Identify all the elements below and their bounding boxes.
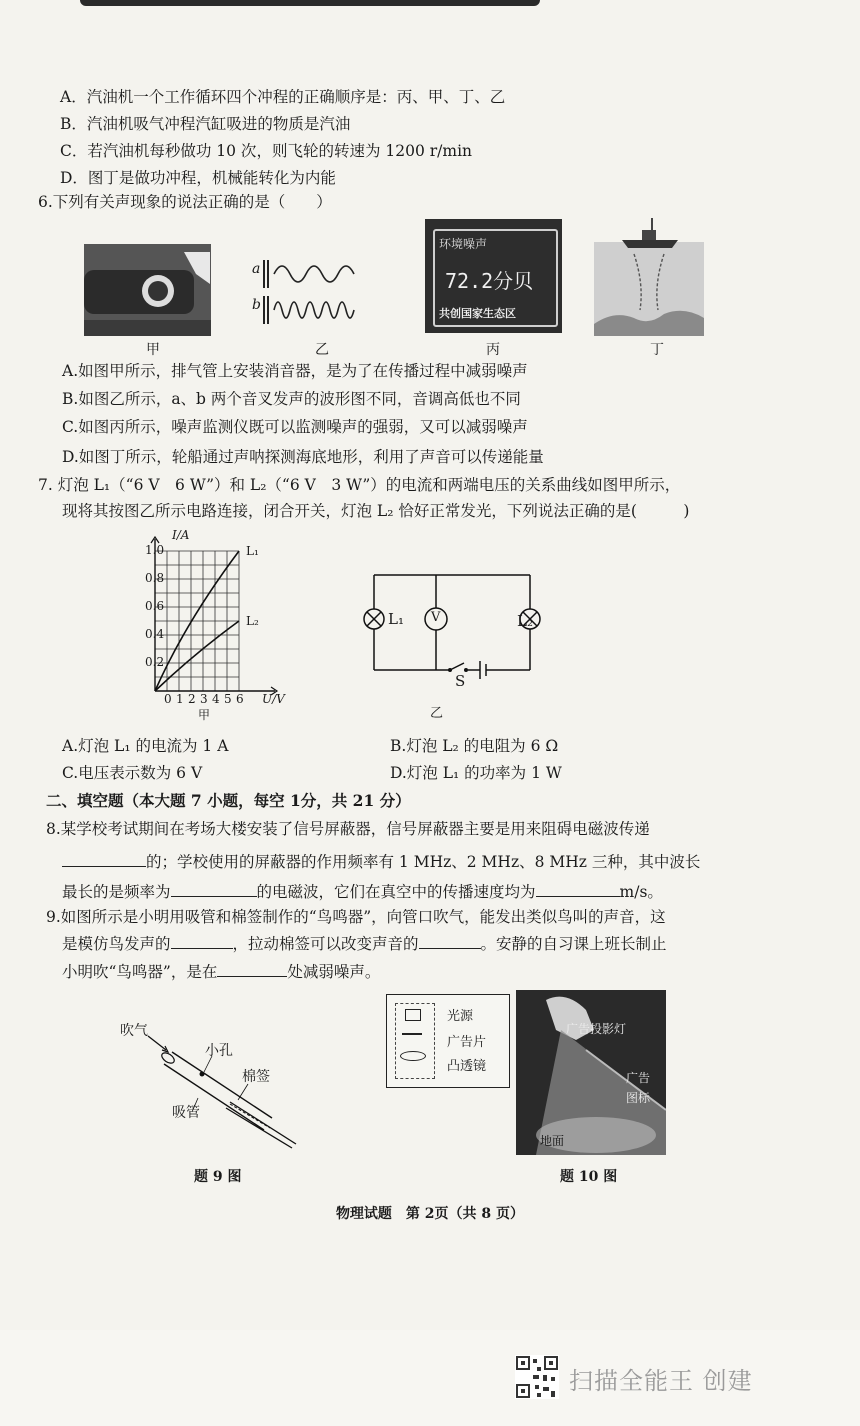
q6-option-d: D.如图丁所示，轮船通过声呐探测海底地形，利用了声音可以传递能量 xyxy=(62,448,544,466)
film-icon xyxy=(402,1033,422,1035)
q9-line3-b: 处减弱噪声。 xyxy=(287,963,381,981)
q8-line2-text: 的；学校使用的屏蔽器的作用频率有 1 MHz、2 MHz、8 MHz 三种，其中波长 xyxy=(146,853,701,871)
q8-line3-c: m/s。 xyxy=(619,883,663,901)
q8-line3 xyxy=(62,880,663,903)
ytick-2: 0.8 xyxy=(145,571,165,585)
xtick-5: 5 xyxy=(224,692,232,706)
top-edge xyxy=(80,0,540,6)
q5-option-c: C．若汽油机每秒做功 10 次，则飞轮的转速为 1200 r/min xyxy=(60,142,473,160)
q7-option-a: A.灯泡 L₁ 的电流为 1 A xyxy=(62,737,229,755)
q9-line3 xyxy=(62,960,380,983)
q9-blank-3[interactable] xyxy=(217,960,287,977)
q9-line2 xyxy=(62,932,667,955)
light-source-icon xyxy=(405,1009,421,1021)
fig-ding-label: 丁 xyxy=(650,342,664,358)
ytick-3: 0.6 xyxy=(145,599,165,613)
q7-option-d: D.灯泡 L₁ 的功率为 1 W xyxy=(390,764,562,782)
ship-sonar-diagram xyxy=(594,214,704,336)
fork-b-label: b xyxy=(252,297,261,313)
label-ad-pattern: 广告图标 xyxy=(626,1071,651,1105)
q6-option-b: B.如图乙所示，a、b 两个音叉发声的波形图不同，音调高低也不同 xyxy=(62,390,521,408)
label-light-source: 光源 xyxy=(447,1009,474,1024)
q9-line3-a: 小明吹“鸟鸣器”，是在 xyxy=(62,963,218,981)
label-film: 广告片 xyxy=(447,1035,487,1050)
ad-projector-photo xyxy=(516,990,666,1155)
monitor-title: 环境噪声 xyxy=(439,237,488,251)
monitor-footer: 共创国家生态区 xyxy=(439,307,516,320)
q5-option-b: B．汽油机吸气冲程汽缸吸进的物质是汽油 xyxy=(60,115,351,133)
section-2-heading: 二、填空题（本大题 7 小题，每空 1分，共 21 分） xyxy=(46,791,411,810)
q8-blank-1[interactable] xyxy=(62,850,146,867)
fork-a-label: a xyxy=(252,261,261,277)
page-footer: 物理试题 第 2页（共 8 页） xyxy=(335,1206,525,1222)
q5-option-a: A．汽油机一个工作循环四个冲程的正确顺序是：丙、甲、丁、乙 xyxy=(60,88,506,106)
graph-ylabel: I/A xyxy=(172,528,190,542)
tuning-fork-waveforms xyxy=(252,254,364,330)
q9-blank-2[interactable] xyxy=(419,932,481,949)
label-small-hole: 小孔 xyxy=(205,1043,233,1059)
iu-graph xyxy=(135,533,295,713)
watermark-text: 扫描全能王 创建 xyxy=(569,1367,753,1395)
q5-option-d: D．图丁是做功冲程，机械能转化为内能 xyxy=(60,169,336,187)
projector-diagram xyxy=(386,994,510,1088)
label-ground: 地面 xyxy=(540,1134,565,1148)
q6-option-a: A.如图甲所示，排气管上安装消音器，是为了在传播过程中减弱噪声 xyxy=(62,362,528,380)
switch-label: S xyxy=(455,672,466,690)
q8-line3-b: 的电磁波，它们在真空中的传播速度均为 xyxy=(256,883,536,901)
monitor-reading: 72.2分贝 xyxy=(445,269,534,293)
label-lens: 凸透镜 xyxy=(447,1059,487,1074)
q9-line1: 9.如图所示是小明用吸管和棉签制作的“鸟鸣器”，向管口吹气，能发出类似鸟叫的声音，这 xyxy=(46,908,666,926)
xtick-3: 3 xyxy=(200,692,208,706)
lens-icon xyxy=(400,1051,426,1061)
fig9-caption: 题 9 图 xyxy=(194,1169,242,1185)
voltmeter-label: V xyxy=(431,610,441,625)
noise-monitor-photo xyxy=(425,219,562,333)
label-cotton-swab: 棉签 xyxy=(242,1069,270,1085)
q9-blank-1[interactable] xyxy=(171,932,233,949)
q6-option-c: C.如图丙所示，噪声监测仪既可以监测噪声的强弱，又可以减弱噪声 xyxy=(62,418,528,436)
scanner-watermark xyxy=(515,1355,815,1400)
xtick-4: 4 xyxy=(212,692,220,706)
xtick-1: 1 xyxy=(176,692,184,706)
ytick-5: 0.2 xyxy=(145,655,165,669)
label-projector-title: 广告投影灯 xyxy=(566,1022,627,1036)
circuit-l1-label: L₁ xyxy=(388,610,404,628)
q9-line2-b: ，拉动棉签可以改变声音的 xyxy=(232,935,419,953)
q7-option-c: C.电压表示数为 6 V xyxy=(62,764,203,782)
circuit-l2-label: L₂ xyxy=(517,612,533,630)
q8-blank-3[interactable] xyxy=(536,880,620,897)
q8-line3-a: 最长的是频率为 xyxy=(62,883,171,901)
label-blow: 吹气 xyxy=(120,1023,148,1039)
curve-l1-label: L₁ xyxy=(246,544,259,558)
fig-jia-label: 甲 xyxy=(146,342,160,358)
q9-line2-a: 是模仿鸟发声的 xyxy=(62,935,171,953)
xtick-0: 0 xyxy=(164,692,172,706)
ytick-1: 1.0 xyxy=(145,543,165,557)
xtick-2: 2 xyxy=(188,692,196,706)
q8-blank-2[interactable] xyxy=(171,880,257,897)
qr-code-icon xyxy=(515,1355,559,1399)
q8-line2 xyxy=(62,850,700,873)
q7-option-b: B.灯泡 L₂ 的电阻为 6 Ω xyxy=(390,737,559,755)
curve-l2-label: L₂ xyxy=(246,614,259,628)
q7-stem-line1: 7. 灯泡 L₁（“6 V 6 W”）和 L₂（“6 V 3 W”）的电流和两端电压的关系曲线如图甲所示， xyxy=(38,476,681,494)
circuit-caption: 乙 xyxy=(430,706,444,721)
exhaust-muffler-photo xyxy=(84,244,211,336)
graph-xlabel: U/V xyxy=(262,692,285,706)
graph-caption: 甲 xyxy=(198,708,211,722)
ytick-4: 0.4 xyxy=(145,627,165,641)
q7-stem-line2: 现将其按图乙所示电路连接，闭合开关，灯泡 L₂ 恰好正常发光，下列说法正确的是( ) xyxy=(62,502,690,520)
q6-stem: 6.下列有关声现象的说法正确的是（ ） xyxy=(38,193,332,211)
fig-yi-label: 乙 xyxy=(315,342,329,358)
fig-bing-label: 丙 xyxy=(486,342,500,358)
xtick-6: 6 xyxy=(236,692,244,706)
label-straw: 吸管 xyxy=(172,1105,200,1121)
q9-line2-c: 。安静的自习课上班长制止 xyxy=(480,935,667,953)
q8-line1: 8.某学校考试期间在考场大楼安装了信号屏蔽器，信号屏蔽器主要是用来阻碍电磁波传递 xyxy=(46,820,650,838)
fig10-caption: 题 10 图 xyxy=(560,1169,618,1185)
